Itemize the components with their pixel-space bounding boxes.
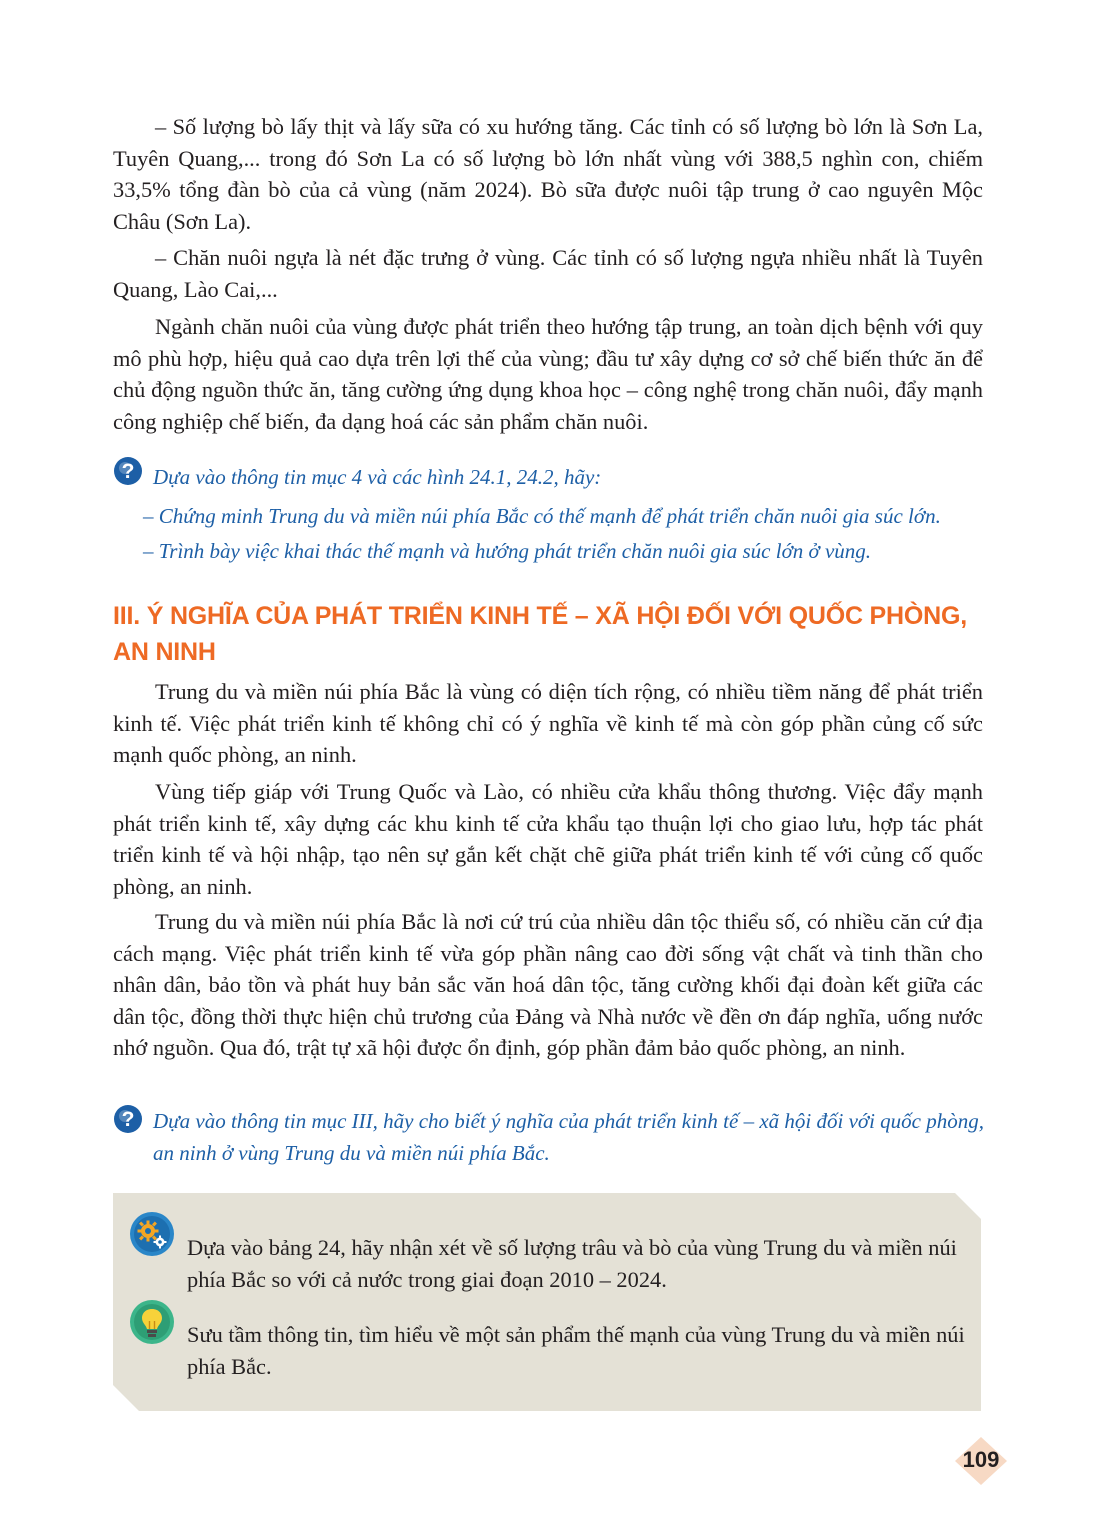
paragraph-section3-3: Trung du và miền núi phía Bắc là nơi cứ trú của nhiều dân tộc thiểu số, có nhiều căn cứ địa cách mạng. Việc phát triển kinh tế vừa góp phần nâng cao đời sống vật chất và tinh thần cho nhân dân, bảo tồn và phát huy bản sắc văn hoá dân tộc, tăng cường khối đại đoàn kết giữa các dân tộc, đồng thời thực hiện chủ trương của Đảng và Nhà nước về đền ơn đáp nghĩa, uống nước nhớ nguồn. Qua đó, trật tự xã hội được ổn định, góp phần đảm bảo quốc phòng, an ninh. [113,909,983,1060]
paragraph-horses: – Chăn nuôi ngựa là nét đặc trưng ở vùng. Các tỉnh có số lượng ngựa nhiều nhất là Tuyên Quang, Lào Cai,... [113,245,983,302]
question-text: Dựa vào thông tin mục III, hãy cho biết ý nghĩa của phát triển kinh tế – xã hội đối với quốc phòng, an ninh ở vùng Trung du và miền núi phía Bắc. [153,1109,984,1165]
question-block-1 [113,456,993,576]
page-number: 109 [962,1447,1000,1472]
question-item: – Chứng minh Trung du và miền núi phía Bắc có thế mạnh để phát triển chăn nuôi gia súc lớn. [143,504,941,528]
question-intro: Dựa vào thông tin mục 4 và các hình 24.1, 24.2, hãy: [153,465,602,489]
question-icon [113,456,143,486]
lightbulb-icon [129,1299,175,1345]
section-heading: III. Ý NGHĨA CỦA PHÁT TRIỂN KINH TẾ – XÃ HỘI ĐỐI VỚI QUỐC PHÒNG, AN NINH [113,602,967,666]
paragraph-livestock-direction: Ngành chăn nuôi của vùng được phát triển theo hướng tập trung, an toàn dịch bệnh với quy mô phù hợp, hiệu quả cao dựa trên lợi thế của vùng; đầu tư xây dựng cơ sở chế biến thức ăn để chủ động nguồn thức ăn, tăng cường ứng dụng khoa học – công nghệ trong chăn nuôi, đẩy mạnh công nghiệp chế biến, đa dạng hoá các sản phẩm chăn nuôi. [113,314,983,434]
page-number-badge [951,1437,1011,1485]
question-icon [113,1104,143,1134]
svg-text:?: ? [121,460,135,483]
question-block-2 [113,1104,993,1174]
paragraph-cattle: – Số lượng bò lấy thịt và lấy sữa có xu hướng tăng. Các tỉnh có số lượng bò lớn là Sơn La, Tuyên Quang,... trong đó Sơn La có số lượng bò lớn nhất vùng với 388,5 nghìn con, chiếm 33,5% tổng đàn bò của cả vùng (năm 2024). Bò sữa được nuôi tập trung ở cao nguyên Mộc Châu (Sơn La). [113,114,983,234]
svg-text:?: ? [121,1108,135,1131]
apply-activity-text: Sưu tầm thông tin, tìm hiểu về một sản phẩm thế mạnh của vùng Trung du và miền núi phía Bắc. [187,1322,965,1379]
gears-icon [129,1211,175,1257]
paragraph-section3-2: Vùng tiếp giáp với Trung Quốc và Lào, có nhiều cửa khẩu thông thương. Việc đẩy mạnh phát triển kinh tế, xây dựng các khu kinh tế cửa khẩu tạo thuận lợi cho giao lưu, hợp tác phát triển kinh tế và hội nhập, tạo nên sự gắn kết chặt chẽ giữa phát triển kinh tế với củng cố quốc phòng, an ninh. [113,779,983,899]
paragraph-section3-1: Trung du và miền núi phía Bắc là vùng có diện tích rộng, có nhiều tiềm năng để phát triển kinh tế. Việc phát triển kinh tế không chỉ có ý nghĩa về kinh tế mà còn góp phần củng cố sức mạnh quốc phòng, an ninh. [113,679,983,767]
activity-box [113,1193,981,1411]
practice-activity-text: Dựa vào bảng 24, hãy nhận xét về số lượng trâu và bò của vùng Trung du và miền núi phía Bắc so với cả nước trong giai đoạn 2010 – 2024. [187,1235,957,1292]
question-item: – Trình bày việc khai thác thế mạnh và hướng phát triển chăn nuôi gia súc lớn ở vùng. [143,539,872,563]
